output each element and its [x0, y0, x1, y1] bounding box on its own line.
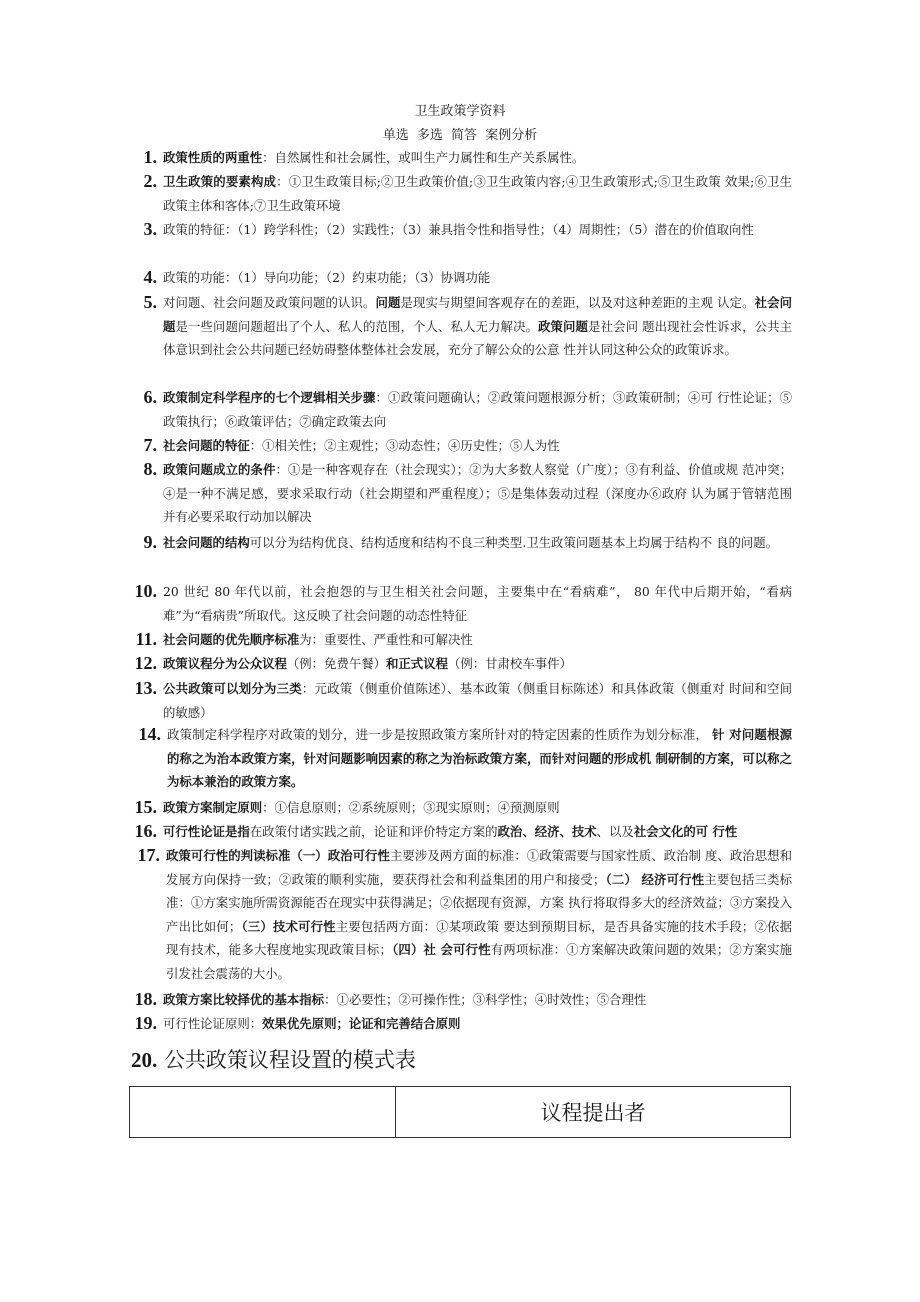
item-number: 11. [135, 629, 157, 649]
item-text: 政策制定科学程序的七个逻辑相关步骤：①政策问题确认；②政策问题根源分析；③政策研制；④可 行性论证；⑤政策执行；⑥政策评估；⑦确定政策去向 [163, 390, 792, 429]
table-row [130, 1087, 791, 1138]
section-20-number: 20. [131, 1048, 158, 1072]
item-number: 15. [134, 797, 157, 817]
item-text: 政策制定科学程序对政策的划分，进一步是按照政策方案所针对的特定因素的性质作为划分标准， 针 对问题根源的称之为治本政策方案，针对问题影响因素的称之为治标政策方案，而针对问题的形成机 制研制的方案，可以称之为标本兼治的政策方案。 [167, 727, 792, 789]
item-text: 公共政策可以划分为三类：元政策（侧重价值陈述）、基本政策（侧重目标陈述）和具体政策（侧重对 时间和空间的敏感） [163, 681, 792, 720]
item-text: 社会问题的优先顺序标准为：重要性、严重性和可解决性 [163, 632, 473, 647]
item-text: 政策问题成立的条件：①是一种客观存在（社会现实）；②为大多数人察觉（广度）；③有利益、价值或规 范冲突；④是一种不满足感，要求采取行动（社会期望和严重程度）；⑤是集体轰动过程（深度办⑥政府 认为属于管辖范围并有必要采取行动加以解决 [163, 462, 792, 524]
item-number: 7. [143, 435, 157, 455]
doc-subtitle: 单选 多选 简答 案例分析 [382, 128, 538, 143]
item-number: 17. [137, 845, 160, 865]
item-number: 4. [143, 267, 157, 287]
item-text: 政策议程分为公众议程（例：免费午餐）和正式议程（例：甘肃校车事件） [163, 656, 572, 671]
item-number: 5. [143, 292, 157, 312]
item-number: 1. [143, 147, 157, 167]
item-text: 可行性论证是指在政策付诸实践之前，论证和评价特定方案的政治、经济、技术、以及社会文化的可 行性 [163, 824, 738, 839]
item-text: 20 世纪 80 年代以前，社会抱怨的与卫生相关社会问题，主要集中在“看病难”， 80 年代中后期开始，“看病难”为“看病贵”所取代。这反映了社会问题的动态性特征 [163, 584, 792, 623]
item-number: 10. [134, 581, 157, 601]
item-text: 政策可行性的判读标准（一）政治可行性主要涉及两方面的标准：①政策需要与国家性质、政治制 度、政治思想和发展方向保持一致；②政策的顺利实施，要获得社会和利益集团的用户和接受；（二） 经济可行性主要包括三类标准：①方案实施所需资源能否在现实中获得满足；②依据现有资源，方案 执行将取得多大的经济效益；③方案投入产出比如何；（三）技术可行性主要包括两方面：①某项政策 要达到预期目标，是否具备实施的技术手段；②依据现有技术，能多大程度地实现政策目标；（四）社 会可行性有两项标准：①方案解决政策问题的效果；②方案实施引发社会震荡的大小。 [166, 848, 793, 981]
item-text: 社会问题的特征：①相关性；②主观性；③动态性；④历史性；⑤人为性 [163, 438, 560, 453]
item-number: 16. [134, 821, 157, 841]
section-20-heading [131, 1044, 416, 1074]
table-cell-proposer: 议程提出者 [396, 1087, 791, 1138]
item-text: 政策的特征：（1）跨学科性；（2）实践性；（3）兼具指令性和指导性；（4）周期性；（5）潜在的价值取向性 [163, 222, 754, 237]
item-number: 9. [143, 532, 157, 552]
item-text: 可行性论证原则：效果优先原则；论证和完善结合原则 [163, 1016, 461, 1031]
item-number: 19. [134, 1013, 157, 1033]
section-20-title: 公共政策议程设置的模式表 [163, 1048, 416, 1072]
agenda-mode-table [129, 1086, 791, 1138]
item-number: 3. [143, 219, 157, 239]
item-number: 2. [143, 171, 157, 191]
item-text: 政策性质的两重性：自然属性和社会属性，或叫生产力属性和生产关系属性。 [163, 150, 585, 165]
doc-title: 卫生政策学资料 [414, 104, 506, 119]
item-number: 12. [134, 653, 157, 673]
item-text: 政策的功能：（1）导向功能；（2）约束功能；（3）协调功能 [163, 270, 491, 285]
item-text: 卫生政策的要素构成：①卫生政策目标;②卫生政策价值;③卫生政策内容;④卫生政策形式;⑤卫生政策 效果;⑥卫生政策主体和客体;⑦卫生政策环境 [163, 174, 793, 213]
table-cell-empty [130, 1087, 396, 1138]
item-number: 13. [134, 678, 157, 698]
item-text: 对问题、社会问题及政策问题的认识。问题是现实与期望间客观存在的差距，以及对这种差距的主观 认定。社会问题是一些问题问题超出了个人、私人的范围，个人、私人无力解决。政策问题是社会问 题出现社会性诉求，公共主体意识到社会公共问题已经妨碍整体整体社会发展，充分了解公众的公意 性并认同这种公众的政策诉求。 [163, 295, 793, 357]
item-text: 政策方案比较择优的基本指标：①必要性；②可操作性；③科学性；④时效性；⑤合理性 [163, 992, 647, 1007]
item-text: 社会问题的结构可以分为结构优良、结构适度和结构不良三种类型.卫生政策问题基本上均属于结构不 良的问题。 [163, 535, 779, 550]
item-number: 8. [143, 459, 157, 479]
item-number: 18. [134, 989, 157, 1009]
item-number: 14. [138, 724, 161, 744]
item-text: 政策方案制定原则：①信息原则；②系统原则；③现实原则；④预测原则 [163, 800, 560, 815]
item-number: 6. [143, 387, 157, 407]
